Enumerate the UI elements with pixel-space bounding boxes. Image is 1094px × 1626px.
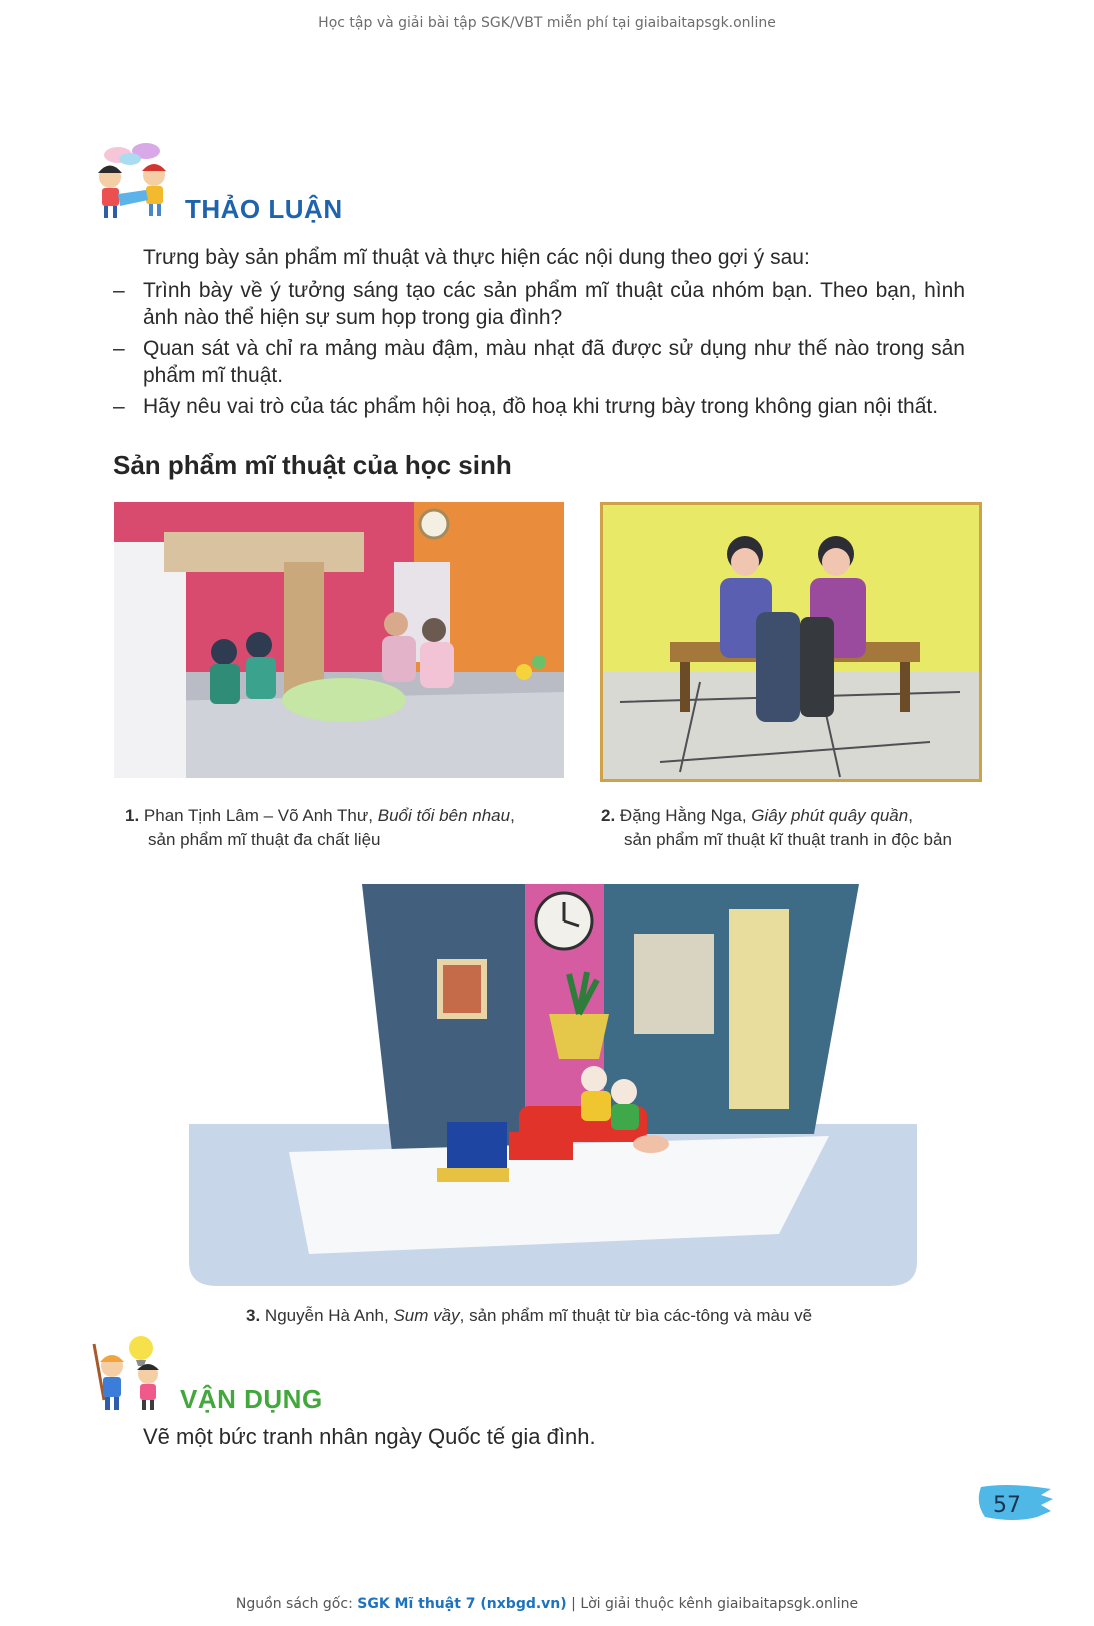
bullet-dash: – xyxy=(113,279,125,302)
discussion-intro: Trưng bày sản phẩm mĩ thuật và thực hiện các nội dung theo gợi ý sau: xyxy=(143,246,810,269)
caption-separator: , xyxy=(459,1306,465,1325)
bullet-text: Hãy nêu vai trò của tác phẩm hội hoạ, đồ hoạ khi trưng bày trong không gian nội thất. xyxy=(143,395,939,418)
artwork-2-image xyxy=(600,502,982,782)
artwork-1-image xyxy=(114,502,564,778)
list-item xyxy=(113,277,965,331)
caption-separator: , xyxy=(510,806,515,825)
bullet-text: Quan sát và chỉ ra mảng màu đậm, màu nhạt đã được sử dụng như thế nào trong sản phẩm mĩ thuật. xyxy=(143,337,965,387)
artwork-3-image xyxy=(189,884,917,1294)
footer-suffix: Lời giải thuộc kênh giaibaitapsgk.online xyxy=(580,1596,859,1612)
list-item xyxy=(113,335,965,389)
page-number: 57 xyxy=(993,1493,1021,1518)
caption-author: Nguyễn Hà Anh, xyxy=(264,1306,389,1325)
caption-number: 2. xyxy=(601,806,616,825)
footer-book-link[interactable]: SGK Mĩ thuật 7 (nxbgd.vn) xyxy=(357,1596,567,1612)
top-banner: Học tập và giải bài tập SGK/VBT miễn phí tại giaibaitapsgk.online xyxy=(318,15,776,31)
application-text: Vẽ một bức tranh nhân ngày Quốc tế gia đình. xyxy=(143,1424,596,1449)
caption-1 xyxy=(125,804,515,852)
caption-author: Phan Tịnh Lâm – Võ Anh Thư, xyxy=(143,806,373,825)
discussion-kids-icon xyxy=(88,142,178,222)
bullet-dash: – xyxy=(113,337,125,360)
discussion-title: THẢO LUẬN xyxy=(185,194,343,224)
caption-description: sản phẩm mĩ thuật đa chất liệu xyxy=(148,830,381,849)
caption-author: Đặng Hằng Nga, xyxy=(619,806,747,825)
caption-3 xyxy=(246,1304,812,1328)
caption-2 xyxy=(601,804,952,852)
application-kids-icon xyxy=(86,1334,178,1414)
application-title: VẬN DỤNG xyxy=(180,1384,323,1414)
discussion-bullets xyxy=(113,277,965,424)
caption-description: sản phẩm mĩ thuật kĩ thuật tranh in độc bản xyxy=(624,830,952,849)
caption-number: 3. xyxy=(246,1306,261,1325)
footer-divider: | xyxy=(571,1596,576,1612)
page-number-badge xyxy=(975,1483,1055,1533)
footer xyxy=(0,1596,1094,1612)
bullet-dash: – xyxy=(113,395,125,418)
list-item xyxy=(113,393,965,420)
bullet-text: Trình bày về ý tưởng sáng tạo các sản phẩm mĩ thuật của nhóm bạn. Theo bạn, hình ảnh nào thể hiện sự sum họp trong gia đình? xyxy=(143,279,965,329)
caption-number: 1. xyxy=(125,806,140,825)
caption-description: sản phẩm mĩ thuật từ bìa các-tông và màu vẽ xyxy=(469,1306,813,1325)
caption-separator: , xyxy=(908,806,913,825)
caption-work-title: Buổi tối bên nhau xyxy=(377,806,511,825)
gallery-heading: Sản phẩm mĩ thuật của học sinh xyxy=(113,450,512,480)
footer-prefix: Nguồn sách gốc: xyxy=(235,1596,353,1612)
caption-work-title: Giây phút quây quần xyxy=(751,806,909,825)
caption-work-title: Sum vầy xyxy=(393,1306,460,1325)
